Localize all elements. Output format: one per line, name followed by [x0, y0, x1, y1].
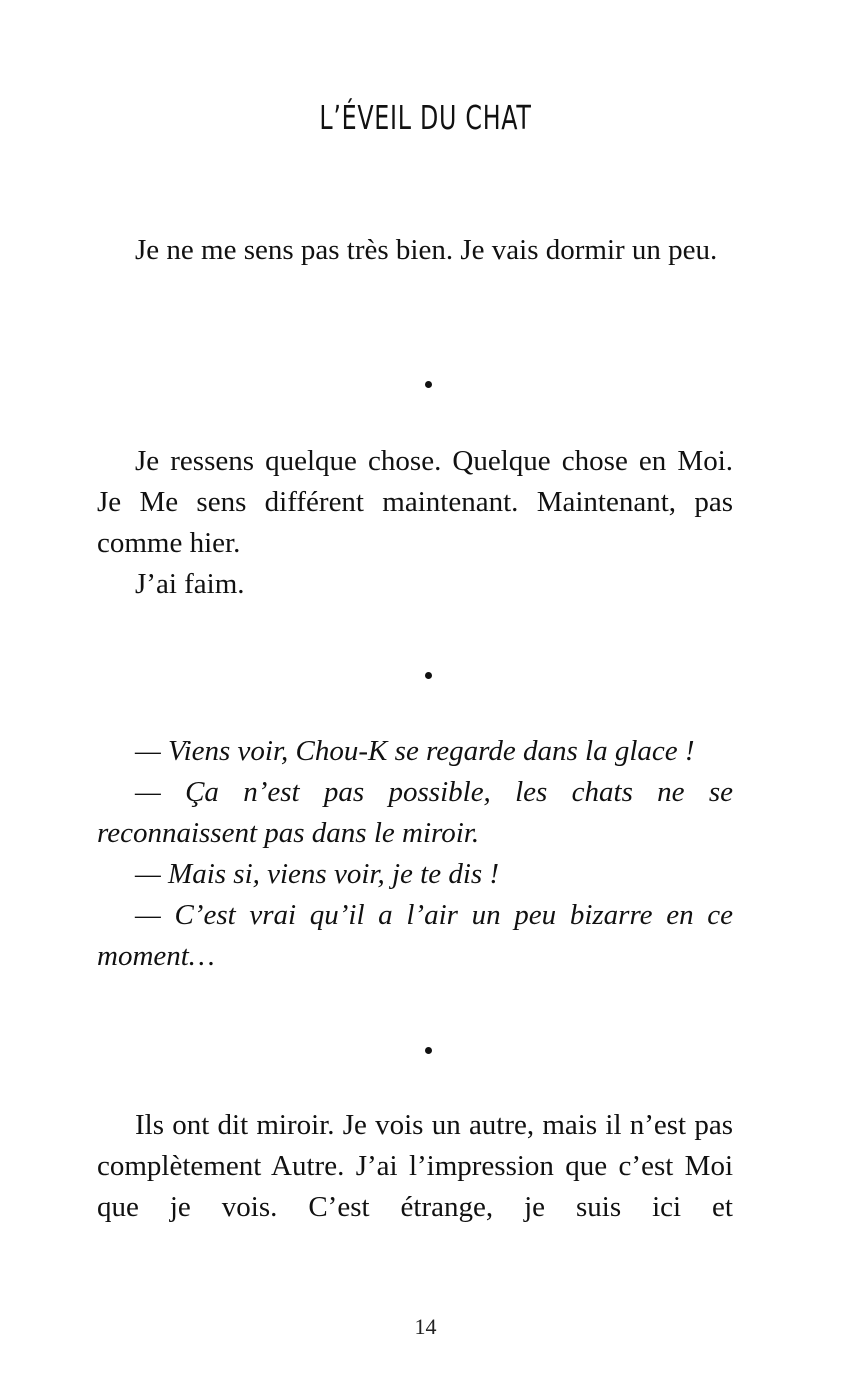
section-separator-2	[0, 661, 851, 683]
dialogue-line-2: — Ça n’est pas possible, les chats ne se reconnaissent pas dans le miroir.	[97, 776, 733, 849]
bullet-dot	[425, 381, 432, 388]
chapter-title: L’ÉVEIL DU CHAT	[319, 98, 532, 137]
bullet-dot	[425, 1047, 432, 1054]
dialogue-line-3: — Mais si, viens voir, je te dis !	[135, 858, 500, 890]
paragraph-2: Je ressens quelque chose. Quelque chose en Moi. Je Me sens différent maintenant. Maintenant, pas comme hier.	[97, 445, 733, 559]
dialogue-line-4: — C’est vrai qu’il a l’air un peu bizarre en ce moment…	[97, 899, 733, 972]
paragraph-1: Je ne me sens pas très bien. Je vais dormir un peu.	[135, 234, 718, 266]
paragraph-3: J’ai faim.	[135, 568, 245, 600]
section-separator-3	[0, 1036, 851, 1058]
paragraph-4: Ils ont dit miroir. Je vois un autre, mais il n’est pas complètement Autre. J’ai l’impression que c’est Moi que je vois. C’est étrange, je suis ici et	[97, 1109, 733, 1223]
paragraph-1-block	[97, 230, 733, 271]
page-number: 14	[414, 1314, 437, 1339]
bullet-dot	[425, 672, 432, 679]
section-separator-1	[0, 370, 851, 392]
paragraph-4-block	[97, 1105, 733, 1228]
dialogue-block	[97, 731, 733, 977]
dialogue-line-1: — Viens voir, Chou-K se regarde dans la glace !	[135, 735, 695, 767]
paragraph-2-block	[97, 441, 733, 605]
